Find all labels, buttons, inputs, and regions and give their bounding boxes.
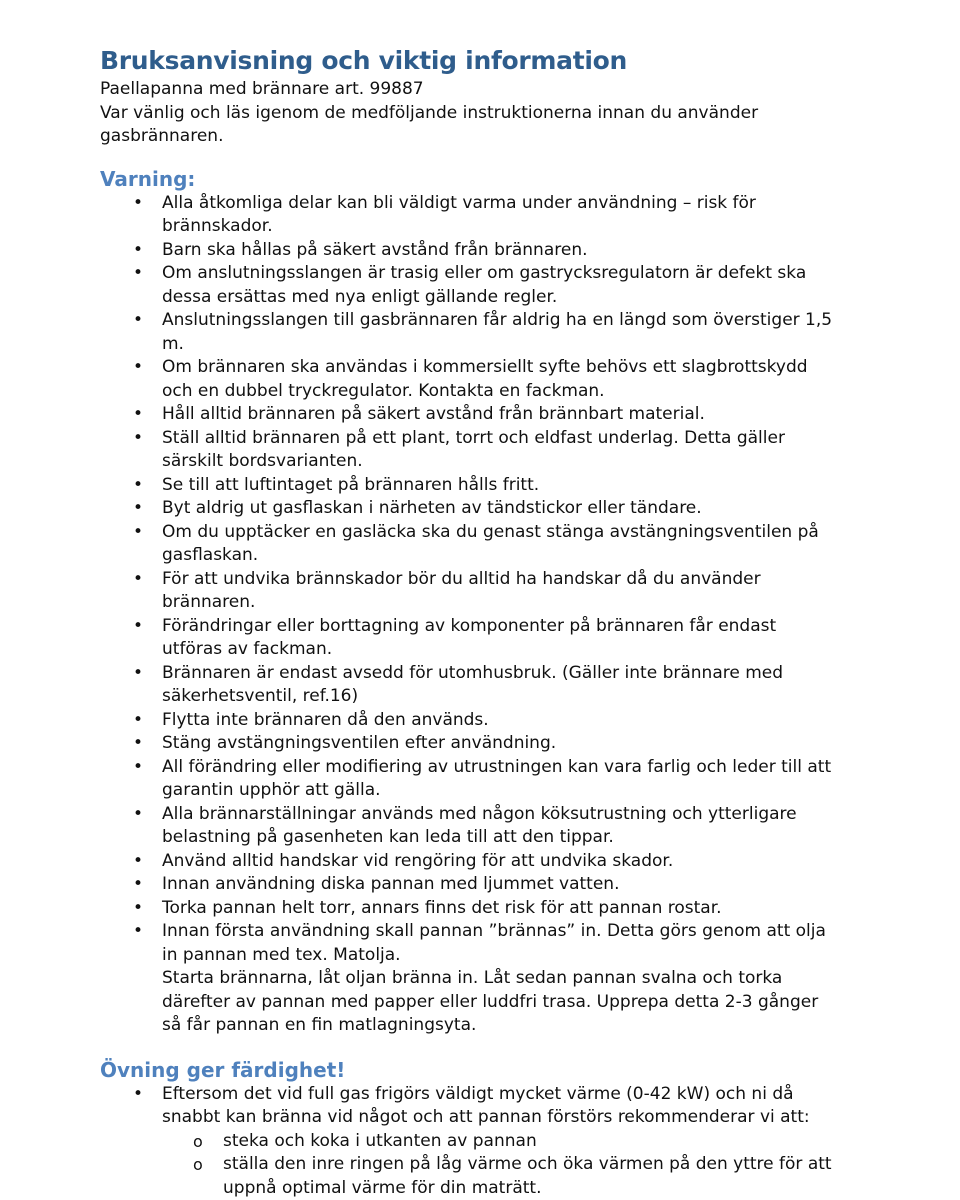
warning-item <box>100 239 840 263</box>
warning-item <box>100 920 840 1038</box>
bullet-icon: • <box>133 756 143 780</box>
bullet-icon: • <box>133 309 143 333</box>
document-page <box>100 44 840 1200</box>
warning-item-text: Innan första användning skall pannan ”brännas” in. Detta görs genom att olja in pannan med tex. Matolja. <box>162 921 826 965</box>
warning-item-text: Torka pannan helt torr, annars finns det risk för att pannan rostar. <box>162 898 722 918</box>
warning-item <box>100 497 840 521</box>
practice-item <box>100 1083 840 1130</box>
practice-subitem <box>100 1153 840 1200</box>
warning-item <box>100 521 840 568</box>
warning-item-text: Stäng avstängningsventilen efter användning. <box>162 733 556 753</box>
practice-subitem <box>100 1130 840 1154</box>
warning-item-text: För att undvika brännskador bör du alltid ha handskar då du använder brännaren. <box>162 569 761 613</box>
warning-item <box>100 662 840 709</box>
warning-item-text: Om anslutningsslangen är trasig eller om gastrycksregulatorn är defekt ska dessa ersättas med nya enligt gällande regler. <box>162 263 806 307</box>
bullet-icon: • <box>133 568 143 592</box>
warning-item <box>100 474 840 498</box>
warning-item-text: Om brännaren ska användas i kommersiellt syfte behövs ett slagbrottskydd och en dubbel tryckregulator. Kontakta en fackman. <box>162 357 808 401</box>
circle-bullet-icon: o <box>193 1153 203 1177</box>
bullet-icon: • <box>133 427 143 451</box>
practice-heading: Övning ger färdighet! <box>100 1057 840 1083</box>
warning-heading: Varning: <box>100 166 840 192</box>
practice-list <box>100 1083 840 1130</box>
warning-item-text: Håll alltid brännaren på säkert avstånd från brännbart material. <box>162 404 705 424</box>
warning-item-text: Använd alltid handskar vid rengöring för att undvika skador. <box>162 851 673 871</box>
bullet-icon: • <box>133 803 143 827</box>
warning-item <box>100 897 840 921</box>
warning-item-text: Innan användning diska pannan med ljummet vatten. <box>162 874 619 894</box>
warning-item <box>100 756 840 803</box>
warning-item-text: All förändring eller modifiering av utrustningen kan vara farlig och leder till att garantin upphör att gälla. <box>162 757 831 801</box>
bullet-icon: • <box>133 497 143 521</box>
warning-item <box>100 309 840 356</box>
bullet-icon: • <box>133 850 143 874</box>
warning-item-text: Flytta inte brännaren då den används. <box>162 710 489 730</box>
warning-item-text: Alla åtkomliga delar kan bli väldigt varma under användning – risk för brännskador. <box>162 193 756 237</box>
warning-item-text: Byt aldrig ut gasflaskan i närheten av tändstickor eller tändare. <box>162 498 702 518</box>
bullet-icon: • <box>133 521 143 545</box>
warning-item-text: Se till att luftintaget på brännaren hålls fritt. <box>162 475 539 495</box>
practice-subitem-text: steka och koka i utkanten av pannan <box>223 1131 537 1151</box>
practice-sublist <box>100 1130 840 1200</box>
bullet-icon: • <box>133 709 143 733</box>
warning-item-text: Förändringar eller borttagning av komponenter på brännaren får endast utföras av fackman. <box>162 616 776 660</box>
warning-item <box>100 709 840 733</box>
warning-item <box>100 803 840 850</box>
document-title: Bruksanvisning och viktig information <box>100 44 840 78</box>
circle-bullet-icon: o <box>193 1130 203 1154</box>
warning-item-text: Barn ska hållas på säkert avstånd från brännaren. <box>162 240 588 260</box>
warning-item-text: Ställ alltid brännaren på ett plant, torrt och eldfast underlag. Detta gäller särskilt bordsvarianten. <box>162 428 785 472</box>
warning-item <box>100 615 840 662</box>
document-subtitle: Paellapanna med brännare art. 99887 <box>100 78 840 102</box>
bullet-icon: • <box>133 920 143 944</box>
bullet-icon: • <box>133 403 143 427</box>
warning-item-text: Om du upptäcker en gasläcka ska du genast stänga avstängningsventilen på gasflaskan. <box>162 522 819 566</box>
bullet-icon: • <box>133 356 143 380</box>
bullet-icon: • <box>133 262 143 286</box>
bullet-icon: • <box>133 192 143 216</box>
practice-item-text: Eftersom det vid full gas frigörs väldigt mycket värme (0-42 kW) och ni då snabbt kan bränna vid något och att pannan förstörs rekommenderar vi att: <box>162 1084 810 1128</box>
bullet-icon: • <box>133 239 143 263</box>
warning-item <box>100 427 840 474</box>
bullet-icon: • <box>133 873 143 897</box>
warning-item-text: Brännaren är endast avsedd för utomhusbruk. (Gäller inte brännare med säkerhetsventil, ref.16) <box>162 663 783 707</box>
warning-item <box>100 403 840 427</box>
practice-subitem-text: ställa den inre ringen på låg värme och öka värmen på den yttre för att uppnå optimal värme för din maträtt. <box>223 1154 832 1198</box>
warning-item <box>100 873 840 897</box>
warning-item <box>100 568 840 615</box>
document-intro: Var vänlig och läs igenom de medföljande instruktionerna innan du använder gasbrännaren. <box>100 102 840 149</box>
warning-list <box>100 192 840 1038</box>
warning-item-continuation: Starta brännarna, låt oljan bränna in. Låt sedan pannan svalna och torka därefter av pannan med papper eller luddfri trasa. Upprepa detta 2-3 gånger så får pannan en fin matlagningsyta. <box>162 967 840 1038</box>
bullet-icon: • <box>133 474 143 498</box>
warning-item <box>100 262 840 309</box>
bullet-icon: • <box>133 1083 143 1107</box>
warning-item-text: Alla brännarställningar används med någon köksutrustning och ytterligare belastning på gasenheten kan leda till att den tippar. <box>162 804 797 848</box>
bullet-icon: • <box>133 732 143 756</box>
warning-item-text: Anslutningsslangen till gasbrännaren får aldrig ha en längd som överstiger 1,5 m. <box>162 310 832 354</box>
warning-item <box>100 850 840 874</box>
warning-item <box>100 192 840 239</box>
bullet-icon: • <box>133 662 143 686</box>
bullet-icon: • <box>133 615 143 639</box>
bullet-icon: • <box>133 897 143 921</box>
warning-item <box>100 732 840 756</box>
warning-item <box>100 356 840 403</box>
